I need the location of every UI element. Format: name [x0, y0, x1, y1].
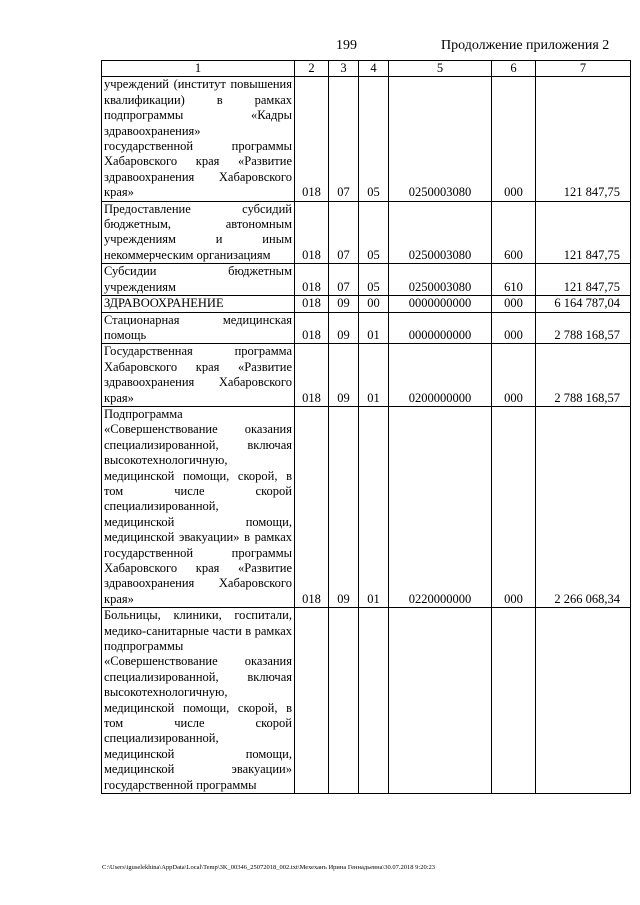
table-row	[102, 201, 631, 264]
column-header: 6	[492, 61, 536, 77]
cell-target-article: 0000000000	[389, 312, 492, 344]
cell-section: 09	[329, 344, 359, 407]
cell-section: 09	[329, 312, 359, 344]
cell-section: 07	[329, 264, 359, 296]
cell-section: 09	[329, 296, 359, 312]
column-header: 7	[536, 61, 631, 77]
cell-section: 07	[329, 201, 359, 264]
row-description: ЗДРАВООХРАНЕНИЕ	[102, 296, 295, 312]
cell-amount: 121 847,75	[536, 77, 631, 201]
cell-target-article: 0250003080	[389, 264, 492, 296]
cell-ministry-code: 018	[295, 406, 329, 607]
cell-subsection: 01	[359, 312, 389, 344]
row-description: Государственная программа Хабаровского края «Развитие здравоохранения Хабаровского края»	[102, 344, 295, 407]
row-description: Подпрограмма «Совершенствование оказания специализированной, включая высокотехнологичную, медицинской помощи, скорой, в том числе скорой специализированной, медицинской помощи, медицинской эвакуации» в рамках государственной программы Хабаровского края «Развитие здравоохранения Хабаровского края»	[102, 406, 295, 607]
cell-subsection: 00	[359, 296, 389, 312]
cell-amount: 121 847,75	[536, 264, 631, 296]
cell-amount: 121 847,75	[536, 201, 631, 264]
table-row	[102, 312, 631, 344]
cell-target-article: 0250003080	[389, 201, 492, 264]
cell-ministry-code: 018	[295, 296, 329, 312]
row-description: Больницы, клиники, госпитали, медико-санитарные части в рамках подпрограммы «Совершенствование оказания специализированной, включая высокотехнологичную, медицинской помощи, скорой, в том числе скорой специализированной, медицинской помощи, медицинской эвакуации» государственной программы	[102, 608, 295, 794]
cell-ministry-code: 018	[295, 77, 329, 201]
cell-ministry-code: 018	[295, 201, 329, 264]
column-header: 5	[389, 61, 492, 77]
cell-subsection: 01	[359, 406, 389, 607]
cell-section	[329, 608, 359, 794]
cell-target-article: 0000000000	[389, 296, 492, 312]
column-header: 2	[295, 61, 329, 77]
cell-expense-type: 000	[492, 312, 536, 344]
table-header-row	[102, 61, 631, 77]
table-row	[102, 77, 631, 201]
cell-ministry-code: 018	[295, 312, 329, 344]
cell-target-article	[389, 608, 492, 794]
cell-ministry-code	[295, 608, 329, 794]
cell-subsection	[359, 608, 389, 794]
table-row	[102, 406, 631, 607]
cell-section: 09	[329, 406, 359, 607]
cell-section: 07	[329, 77, 359, 201]
table-row	[102, 344, 631, 407]
cell-expense-type: 000	[492, 406, 536, 607]
cell-amount: 2 788 168,57	[536, 344, 631, 407]
cell-amount: 6 164 787,04	[536, 296, 631, 312]
cell-target-article: 0250003080	[389, 77, 492, 201]
cell-target-article: 0200000000	[389, 344, 492, 407]
row-description: Предоставление субсидий бюджетным, автономным учреждениям и иным некоммерческим организациям	[102, 201, 295, 264]
cell-subsection: 01	[359, 344, 389, 407]
row-description: Субсидии бюджетным учреждениям	[102, 264, 295, 296]
cell-subsection: 05	[359, 77, 389, 201]
row-description: учреждений (институт повышения квалификации) в рамках подпрограммы «Кадры здравоохранения» государственной программы Хабаровского края «Развитие здравоохранения Хабаровского края»	[102, 77, 295, 201]
cell-amount	[536, 608, 631, 794]
cell-subsection: 05	[359, 264, 389, 296]
row-description: Стационарная медицинская помощь	[102, 312, 295, 344]
cell-expense-type: 000	[492, 77, 536, 201]
cell-expense-type: 600	[492, 201, 536, 264]
cell-subsection: 05	[359, 201, 389, 264]
cell-amount: 2 788 168,57	[536, 312, 631, 344]
cell-target-article: 0220000000	[389, 406, 492, 607]
cell-amount: 2 266 068,34	[536, 406, 631, 607]
column-header: 3	[329, 61, 359, 77]
table-row	[102, 608, 631, 794]
file-path-footer: C:\Users\iguselekhina\AppData\Local\Temp\3K_00346_25072018_002.txt\Мехеханъ Ирина Геннадьевна\30.07.2018 9:20:23	[102, 864, 436, 871]
cell-expense-type: 610	[492, 264, 536, 296]
table-row	[102, 264, 631, 296]
cell-ministry-code: 018	[295, 264, 329, 296]
cell-expense-type: 000	[492, 344, 536, 407]
page-number: 199	[336, 38, 357, 53]
table-row	[102, 296, 631, 312]
continuation-note: Продолжение приложения 2	[441, 38, 610, 53]
column-header: 1	[102, 61, 295, 77]
cell-ministry-code: 018	[295, 344, 329, 407]
column-header: 4	[359, 61, 389, 77]
cell-expense-type	[492, 608, 536, 794]
cell-expense-type: 000	[492, 296, 536, 312]
budget-table	[101, 60, 631, 794]
